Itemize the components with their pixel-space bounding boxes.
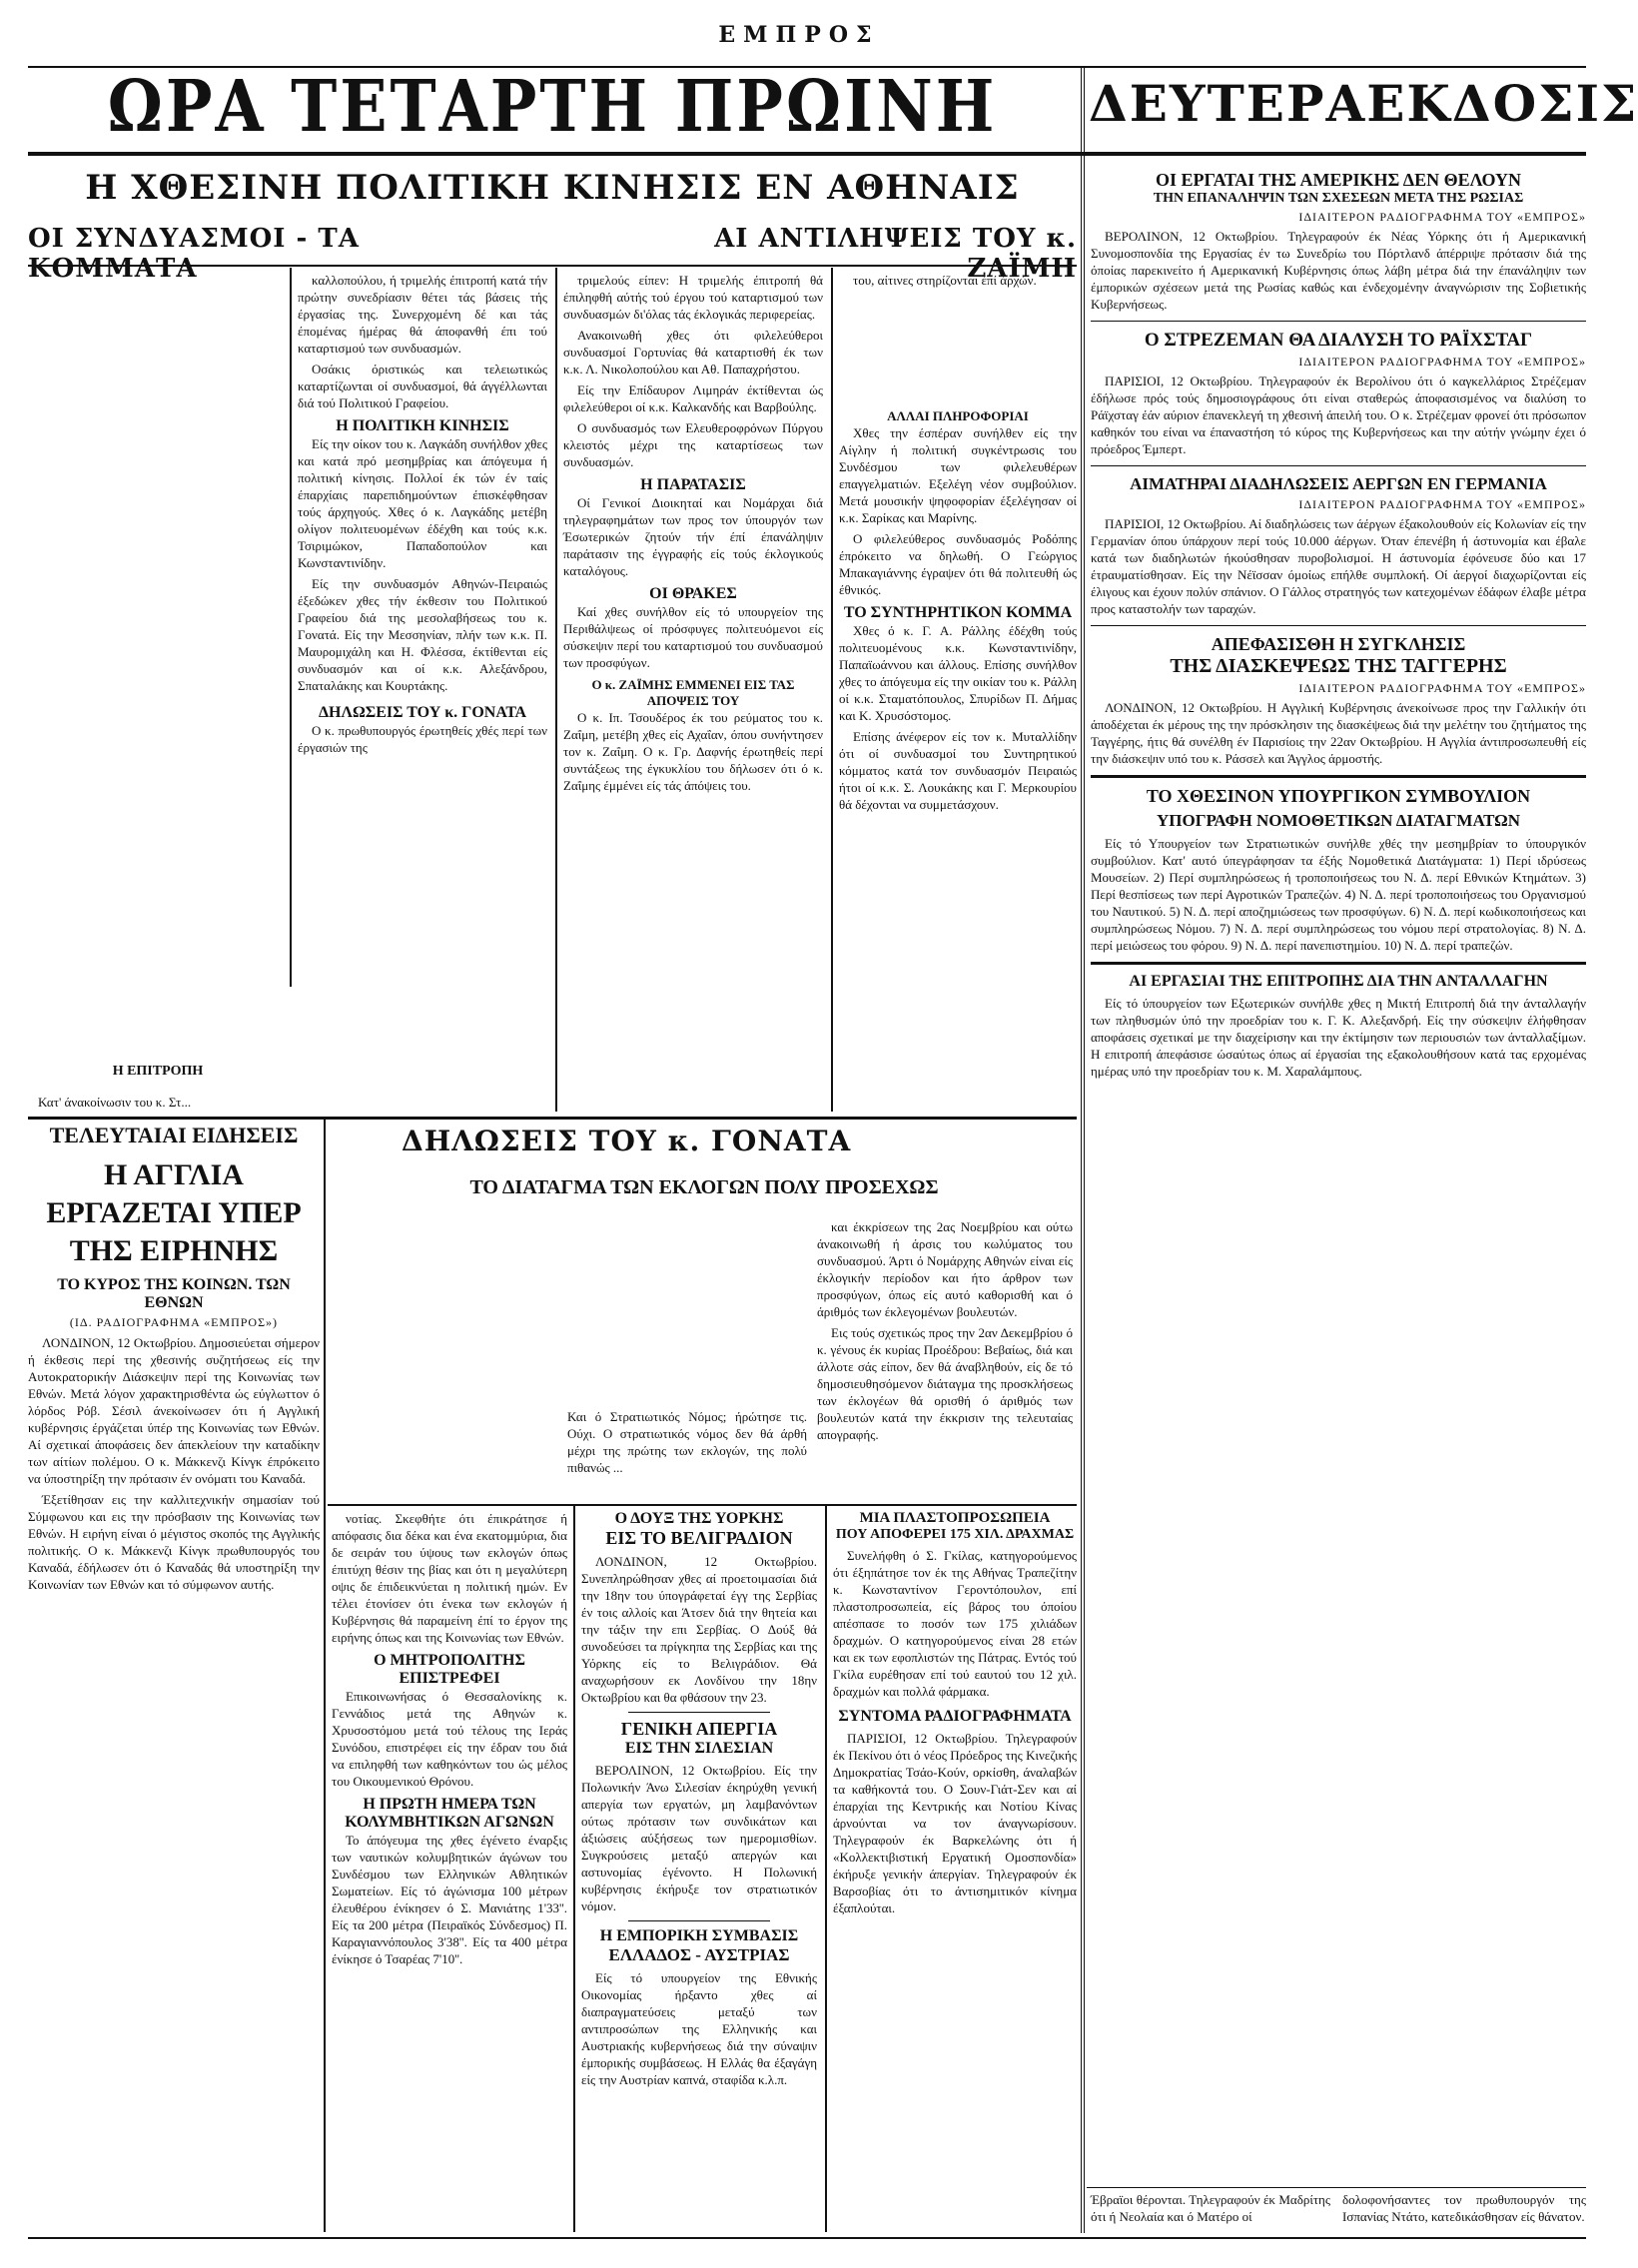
agones-head: Η ΠΡΩΤΗ ΗΜΕΡΑ ΤΩΝ ΚΟΛΥΜΒΗΤΙΚΩΝ ΑΓΩΝΩΝ	[345, 1796, 554, 1831]
lower-col-2	[581, 1510, 817, 2229]
left-masthead-block	[28, 64, 1077, 150]
col2-para-a: καλλοπούλου, ή τριμελής έπιτροπή κατά τήν πρώτην συνεδρίασιν θέτει τάς βάσεις τής έργασίας της. Συνερχομένη δέ και τάς έπομένας ήμέρας θά άποφανθή έπι τού καταρτισμού των συνδυασμών.	[298, 273, 547, 356]
art2-rule	[1091, 465, 1586, 466]
col-divider-1	[290, 268, 292, 987]
art1-sub: ΤΗΝ ΕΠΑΝΑΛΗΨΙΝ ΤΩΝ ΣΧΕΣΕΩΝ ΜΕΤΑ ΤΗΣ ΡΩΣΙΑΣ	[1153, 191, 1524, 206]
main-column-4	[839, 272, 1077, 1111]
art5-text: Είς τό Υπουργείον των Στρατιωτικών συνήλθε χθές την μεσημβρίαν το ύπουργικόν συμβούλιον. Κατ' αυτό ύπεγράφησαν τα έξής Νομοθετικά Διατάγματα: 1) Περί ιδρύσεως Μουσείων. 2) Περί συμπληρώσεως ή τροποποιήσεως του Ν. Δ. περί Εθνικών Κτημάτων. 3) Περί θεσπίσεως των περί Αγροτικών Τραπεζών. 4) Ν. Δ. περί τροποποιήσεως του Οργανισμού του Ναυτικού. 5) Ν. Δ. περί αποζημιώσεως των προσφύγων. 6) Ν. Δ. περί κωδικοποιήσεως και συμπληρώσεως Νόμου. 7) Ν. Δ. περί συμπληρώσεως του νόμου περί στρατολογίας. 8) Ν. Δ. περί μειώσεως του φόρου. 9) Ν. Δ. περί πανεπιστημίου. 10) Ν. Δ. περί τραπεζών.	[1091, 836, 1586, 953]
symbasis-text: Είς τό υπουργείον της Εθνικής Οικονομίας ήρξαντο χθες αί διαπραγματεύσεις μεταξύ των αντιπροσώπων της Ελληνικής και Αυστριακής κυβερνήσεως διά την σύναψιν έμπορικής συμβάσεως. Η Ελλάς θα έξαγάγη είς την Αυστρίαν καπνά, σταφίδα κ.λ.π.	[581, 1970, 817, 2087]
lower-col-1	[332, 1510, 567, 2229]
col4-para-a: του, αίτινες στηρίζονται έπί άρχών.	[853, 273, 1037, 288]
art3-text-wrap	[1091, 515, 1586, 617]
art3-rule	[1091, 625, 1586, 626]
gonata-head: ΔΗΛΩΣΕΙΣ ΤΟΥ κ. ΓΟΝΑΤΑ	[402, 1125, 852, 1157]
piesi-text: Χθες την έσπέραν συνήλθεν είς την Αίγλην ή πολιτική συγκέντρωσις του Συνδέσμου των φιλελευθέρων επαγγελματιών. Εξελέγη νέον συμβούλιον. Μετά μουσικήν ψηφοφορίαν έξελέγησαν οί κ.κ. Σαρίκας και Μαρίνης.	[839, 425, 1077, 525]
art6-head: ΑΙ ΕΡΓΑΣΙΑΙ ΤΗΣ ΕΠΙΤΡΟΠΗΣ ΔΙΑ ΤΗΝ ΑΝΤΑΛΛΑΓΗΝ	[1129, 973, 1548, 990]
art1-rule	[1091, 321, 1586, 322]
plasto-head2: ΠΟΥ ΑΠΟΦΕΡΕΙ 175 ΧΙΛ. ΔΡΑΧΜΑΣ	[835, 1527, 1075, 1542]
art4-text: ΛΟΝΔΙΝΟΝ, 12 Οκτωβρίου. Η Αγγλική Κυβέρνησις άνεκοίνωσε προς την Γαλλικήν ότι άποδέχεται έκ μέρους της την πρόσκλησιν της διασκέψεως διά την μελέτην του ζητήματος της Ταγγέρης, ήτις θά συνέλθη έν Παρισίοις την 22αν Οκτωβρίου. Η Αγγλία άντιπροσωπευθή είς την διάσκεψιν υπό του κ. Ράσσελ και Άγγλος άρμοστής.	[1091, 700, 1586, 766]
mid-rule	[28, 1117, 1077, 1120]
lower-left-text: ΛΟΝΔΙΝΟΝ, 12 Οκτωβρίου. Δημοσιεύεται σήμερον ή έκθεσις περί της χθεσινής συζητήσεως είς την Αυτοκρατορικήν Διάσκεψιν περί της Κοινωνίας των Εθνών. Μετά λόγον χαρακτηρισθέντα ώς εύγλωττον ό λόρδος Ρόβ. Σέσιλ άνεκοίνωσεν ότι ή Αγγλική κυβέρνησις έργάζεται ύπέρ της Κοινωνίας των Εθνών. Αί σχετικαί άποφάσεις δεν άπεκλείουν την καταδίκην των αίτίων πολέμου. Ο κ. Μάκκενζι Κίνγκ έπρόκειτο να ύποστηρίξη την πρότασιν έν ονόματι του Καναδά.	[28, 1335, 320, 1486]
york-head1: Ο ΔΟΥΞ ΤΗΣ ΥΟΡΚΗΣ	[614, 1510, 784, 1527]
zaimi-text: Ο κ. Ιπ. Τσουδέρος έκ του ρεύματος του κ. Ζαΐμη, μετέβη χθες είς Αχαΐαν, όπου συνήντησεν τον κ. Ζαΐμη. Ο κ. Γρ. Δαφνής έρωτηθείς περί συντάξεως της έγκυκλίου του δήλωσεν ότι ό κ. Ζαΐμης έμμένει είς τάς άπόψεις του.	[563, 710, 823, 793]
running-head: ΕΜΠΡΟΣ	[718, 22, 880, 48]
art6-text: Είς τό ύπουργείον των Εξωτερικών συνήλθε χθες η Μικτή Επιτροπή διά την άνταλλαγήν των πληθυσμών ύπό την προεδρίαν του κ. Γ. Κ. Αλεξανδρή. Είς την σύσκεψιν έλήφθησαν αποφάσεις σχετικαί με την διαχείρισην και την έκτίμησιν των περιουσιών των άνταλλαξίμων. Η επιτροπή άπεφάσισε ώσαύτως όπως αί έργασίαι της εξακολουθήσουν κατά τας ερχομένας ημέρας υπό την προεδρίαν του κ. Μ. Χαραλάμπους.	[1091, 996, 1586, 1079]
symbasis-head: Η ΕΜΠΟΡΙΚΗ ΣΥΜΒΑΣΙΣ	[599, 1927, 799, 1944]
main-column-2	[298, 272, 547, 1111]
gonata-right-text	[817, 1218, 1073, 1468]
right-column-divider	[1081, 66, 1085, 2233]
newspaper-page	[28, 60, 1638, 2247]
art2-src: ΙΔΙΑΙΤΕΡΟΝ ΡΑΔΙΟΓΡΑΦΗΜΑ ΤΟΥ «ΕΜΠΡΟΣ»	[1298, 355, 1586, 369]
apergia-head: ΓΕΝΙΚΗ ΑΠΕΡΓΙΑ	[620, 1719, 778, 1739]
art1-text-wrap	[1091, 228, 1586, 313]
col2-dilo-head: ΔΗΛΩΣΕΙΣ ΤΟΥ κ. ΓΟΝΑΤΑ	[319, 704, 526, 721]
syntoma-head: ΣΥΝΤΟΜΑ ΡΑΔΙΟΓΡΑΦΗΜΑΤΑ	[838, 1708, 1072, 1725]
left-masthead: ΩΡΑ ΤΕΤΑΡΤΗ ΠΡΩΙΝΗ	[107, 64, 998, 149]
art2-head: Ο ΣΤΡΕΖΕΜΑΝ ΘΑ ΔΙΑΛΥΣΗ ΤΟ ΡΑΪΧΣΤΑΓ	[1144, 330, 1533, 351]
lower-divider-3	[825, 1506, 827, 2232]
plasto-text: Συνελήφθη ό Σ. Γκίλας, κατηγορούμενος ότι έξηπάτησε τον έκ της Αθήνας Τραπεζίτην κ. Κωνσταντίνον Γεροντόπουλον, επί πλαστοπροσωπεία, είς βάρος του όποίου απέσπασε το ποσόν των 175 χιλιάδων δραχμών. Ο κατηγορούμενος είναι 28 ετών και εκ των εφοπλιστών της Πάτρας. Εντός τού Γκίλα ευρέθησαν επί τού εαυτού του 12 χιλ. δραχμών και πολλά φάρμακα.	[833, 1548, 1077, 1699]
gonata-right-text-b: Εις τούς σχετικώς προς την 2αν Δεκεμβρίου ό κ. γένους έκ κυρίας Προέδρου: Βεβαίως, διά και άλλοτε σάς είπον, δεν θά άναβληθούν, είς δε τό δημοσιευθησόμενον διάταγμα της προσκλήσεως των έκλογέων θά ορισθή ό άριθμός των βουλευτών κατά την έκκρισιν της τελευταίας απογραφής.	[817, 1325, 1073, 1442]
bottom-text-b: δολοφονήσαντες τον πρωθυπουργόν της Ισπανίας Ντάτο, κατεδικάσθησαν είς θάνατον.	[1342, 2192, 1586, 2224]
komma-text2: Επίσης άνέφερον είς τον κ. Μυταλλίδην ότι οί συνδυασμοί του Συντηρητικού κόμματος κατά τον συνδυασμόν Πειραιώς ήτοι οί κ.κ. Σ. Λουκάκης και Γ. Μερκουρίου θά δέχονται να συμμετάσχουν.	[839, 729, 1077, 812]
last-news-tag: ΤΕΛΕΥΤΑΙΑΙ ΕΙΔΗΣΕΙΣ	[49, 1123, 299, 1147]
col3-para-c: Είς την Επίδαυρον Λιμηράν έκτίθενται ώς φιλελεύθεροι οί κ.κ. Καλκανδής και Βαρβούλης.	[563, 382, 823, 414]
col2-dilo-text: Ο κ. πρωθυπουργός έρωτηθείς χθές περί των έργασιών της	[298, 723, 547, 755]
lower-divider-1	[324, 1119, 326, 2232]
syntoma-text: ΠΑΡΙΣΙΟΙ, 12 Οκτωβρίου. Τηλεγραφούν έκ Πεκίνου ότι ό νέος Πρόεδρος της Κινεζικής Δημοκρατίας Τσάο-Κούν, ορκίσθη, άναλαβών τα καθήκοντά του. Ο Σουν-Γιάτ-Σεν και αί έπαρχίαι της Κεντρικής και Νοτίου Κίνας άρνούνται να τον άναγνωρίσουν. Τηλεγραφούν έκ Βαρκελώνης ότι ή «Κολλεκτιβιστική Εργατική Ομοσπονδία» έκήρυξε γενικήν άπεργίαν. Τηλεγραφούν έκ Βαρσοβίας ότι το άντισημιτικόν κίνημα έξαπλούται.	[833, 1731, 1077, 1915]
lower-left-sub: ΤΟ ΚΥΡΟΣ ΤΗΣ ΚΟΙΝΩΝ. ΤΩΝ ΕΘΝΩΝ	[57, 1276, 291, 1311]
right-masthead-block	[1089, 74, 1638, 154]
piesi-head: ΑΛΛΑΙ ΠΛΗΡΟΦΟΡΙΑΙ	[887, 408, 1029, 423]
right-column	[1091, 170, 1586, 2237]
york-rule	[628, 1712, 770, 1713]
main-headline-block	[28, 168, 1077, 212]
gonata-mid-text: Και ό Στρατιωτικός Νόμος; ήρώτησε τις. Ούχι. Ο στρατιωτικός νόμος δεν θά άρθή μέχρι της πρώτης των εκλογών, της πολύ πιθανώς ...	[567, 1409, 807, 1475]
thrakes-text: Καί χθες συνήλθον είς τό υπουργείον της Περιθάλψεως οί πρόσφυγες πολιτευόμενοι είς σύσκεψιν περί του καταρτισμού του συνδυασμού των προσφύγων.	[563, 604, 823, 670]
komma-head: ΤΟ ΣΥΝΤΗΡΗΤΙΚΟΝ ΚΟΜΜΑ	[843, 604, 1073, 621]
paratasis-text: Οί Γενικοί Διοικηταί και Νομάρχαι διά τηλεγραφημάτων των προς τον ύπουργόν των Έσωτερικών ζητούν τήν έπί έπανάληψιν παράτασιν της έγγραφής είς τούς έκλογικούς καταλόγους.	[563, 495, 823, 578]
art4-src: ΙΔΙΑΙΤΕΡΟΝ ΡΑΔΙΟΓΡΑΦΗΜΑ ΤΟΥ «ΕΜΠΡΟΣ»	[1298, 681, 1586, 695]
masthead-rule	[28, 152, 1586, 156]
symbasis-sub: ΕΛΛΑΔΟΣ - ΑΥΣΤΡΙΑΣ	[608, 1945, 790, 1964]
epitropi-text: Κατ' άνακοίνωσιν του κ. Στ...	[38, 1095, 192, 1110]
art5-head: ΤΟ ΧΘΕΣΙΝΟΝ ΥΠΟΥΡΓΙΚΟΝ ΣΥΜΒΟΥΛΙΟΝ	[1146, 786, 1531, 806]
politiki-text2: Είς την συνδυασμόν Αθηνών-Πειραιώς έξεδώκεν χθες τήν έκθεσιν του Πολιτικού Γραφείου διά της μεσολαβήσεως του κ. Γονατά. Είς την Μεσσηνίαν, πλήν των κ.κ. Π. Μαυρομιχάλη και Η. Φλέσσα, έκτίθενται είς συνδυασμόν και οί κ.κ. Αλεξάνδρου, Σπαταλάκης και Κουρτάκης.	[298, 576, 547, 693]
apergia-text: ΒΕΡΟΛΙΝΟΝ, 12 Οκτωβρίου. Είς την Πολωνικήν Άνω Σιλεσίαν έκηρύχθη γενική απεργία των εργατών, μη λαμβανόντων ούτως πρότασιν των συνδικάτων και άξιώσεις αύξήσεως των ημερομισθίων. Συγκρούσεις μεταξύ απεργών και αστυνομίας έγένοντο. Η Πολωνική κυβέρνησις έκήρυξε τον στρατιωτικόν νόμον.	[581, 1763, 817, 1913]
apergia-sub: ΕΙΣ ΤΗΝ ΣΙΛΕΣΙΑΝ	[624, 1740, 774, 1757]
art5-rule	[1091, 962, 1586, 965]
main-headline: Η ΧΘΕΣΙΝΗ ΠΟΛΙΤΙΚΗ ΚΙΝΗΣΙΣ ΕΝ ΑΘΗΝΑΙΣ	[85, 168, 1020, 208]
art4-sub: ΤΗΣ ΔΙΑΣΚΕΨΕΩΣ ΤΗΣ ΤΑΓΓΕΡΗΣ	[1170, 655, 1507, 677]
york-text: ΛΟΝΔΙΝΟΝ, 12 Οκτωβρίου. Συνεπληρώθησαν χθες αί προετοιμασίαι διά την 18ην του ύπογράφεταί έγγ της Σερβίας έν τοις αλλοίς και Άτσεν διά την θητεία και την τάξιν την επι Σερβίας. Ο Δούξ θά συνοδεύσει τα πρίγκηπα της Σερβίας και της Υόρκης είς το Βελιγράδιον. Θά αναχωρήσουν εκ Λονδίνου την 18ην Οκτωβρίου και θα φθάσουν την 23.	[581, 1554, 817, 1705]
gonata-right-text-a: και έκκρίσεων της 2ας Νοεμβρίου και ούτω άνακοινωθή ή άρσις του κωλύματος του συνδυασμού. Άρτι ό Νομάρχης Αθηνών είναι είς έκλογικήν περίοδον και ήτο άρθρον των προσφύγων, όπως είς αυτό καθορισθή και ό άριθμός των έκλεγομένων βουλευτών.	[817, 1219, 1073, 1319]
art1-head: ΟΙ ΕΡΓΑΤΑΙ ΤΗΣ ΑΜΕΡΙΚΗΣ ΔΕΝ ΘΕΛΟΥΝ	[1155, 170, 1521, 190]
gonata-head-block	[332, 1125, 1077, 1164]
mitro-text: Επικοινωνήσας ό Θεσσαλονίκης κ. Γεννάδιος μετά της Αθηνών κ. Χρυσοστόμου μετά τού τέλους της Ιεράς Συνόδου, επιστρέφει είς την έδραν του διά να επιληφθή των καθηκόντων του ώς μέλος του Οικουμενικού Θρόνου.	[332, 1689, 567, 1789]
thrakes-head: ΟΙ ΘΡΑΚΕΣ	[649, 585, 737, 602]
main-sub-left: ΟΙ ΣΥΝΔΥΑΣΜΟΙ - ΤΑ ΚΟΜΜΑΤΑ	[28, 224, 360, 284]
art5-sub: ΥΠΟΓΡΑΦΗ ΝΟΜΟΘΕΤΙΚΩΝ ΔΙΑΤΑΓΜΑΤΩΝ	[1156, 811, 1520, 830]
art4-head: ΑΠΕΦΑΣΙΣΘΗ Η ΣΥΓΚΛΗΣΙΣ	[1211, 634, 1466, 654]
art1-src: ΙΔΙΑΙΤΕΡΟΝ ΡΑΔΙΟΓΡΑΦΗΜΑ ΤΟΥ «ΕΜΠΡΟΣ»	[1298, 210, 1586, 224]
col3-para-b: Ανακοινωθή χθες ότι φιλελεύθεροι συνδυασμοί Γορτυνίας θά καταρτισθή έκ των κ.κ. Λ. Νικολοπούλου και Αθ. Παπαχρήστου.	[563, 328, 823, 377]
lower-left-src: (ΙΔ. ΡΑΔΙΟΓΡΑΦΗΜΑ «ΕΜΠΡΟΣ»)	[69, 1315, 279, 1329]
main-sub-left-block	[28, 224, 447, 284]
gonata-sub-block	[332, 1176, 1077, 1210]
lower-col-3	[833, 1510, 1077, 2229]
york-head2: ΕΙΣ ΤΟ ΒΕΛΙΓΡΑΔΙΟΝ	[605, 1528, 793, 1548]
art3-text: ΠΑΡΙΣΙΟΙ, 12 Οκτωβρίου. Αί διαδηλώσεις των άέργων έξακολουθούν είς Κολωνίαν είς την Γερμανίαν όπου ύπάρχουν περί τούς 10.000 άέργων. Όταν έπενέβη ή άστυνομία και έβαλε κατά των διαδηλωτών ήκούσθησαν πυροβολισμοί. Η άστυνομία έφόνευσε δύο και 17 έτραυματίσθησαν. Είς την Νέϊσσαν όμοίως επήλθε συμπλοκή. Οί άεργοί διαχωρίζονται είς έλιγους και έχουν πολύν σπάνιον. Ο Γάλλος στρατηγός των κατεχομένων έδάφων έλαβε μέτρα προς καταστολήν των ταραχών.	[1091, 516, 1586, 616]
col3-para-a: τριμελούς είπεν: Η τριμελής έπιτροπή θά έπιληφθή αύτής τού έργου τού καταρτισμού των συνδυασμών δι'όλας τάς έκλογικάς περιφερείας.	[563, 273, 823, 322]
mitro-head: Ο ΜΗΤΡΟΠΟΛΙΤΗΣ ΕΠΙΣΤΡΕΦΕΙ	[374, 1652, 525, 1687]
col-divider-2	[555, 268, 557, 1112]
art3-src: ΙΔΙΑΙΤΕΡΟΝ ΡΑΔΙΟΓΡΑΦΗΜΑ ΤΟΥ «ΕΜΠΡΟΣ»	[1298, 497, 1586, 511]
bottom-text-a: Έβραϊοι θέρονται. Τηλεγραφούν έκ Μαδρίτης ότι ή Νεολαία και ό Ματέρο οί	[1091, 2192, 1330, 2224]
bottom-rule	[1087, 2187, 1586, 2188]
art4-text-wrap	[1091, 699, 1586, 767]
lower-left-text2: Έξετίθησαν εις την καλλιτεχνικήν σημασίαν τού Σύμφωνου και εις την πρόσβασιν της Κοινωνίας των Εθνών. Η ειρήνη είναι ό μέγιστος σκοπός της Αγγλικής πολιτικής. Ο κ. Μάκκενζι Κίνγκ πρωθυπουργός του Καναδά, έδήλωσεν ότι ό Καναδάς θά υποστηρίξη την Κοινωνίαν των Εθνών και τό σύμφωνον αυτής.	[28, 1492, 320, 1592]
lower-left-head: Η ΑΓΓΛΙΑ ΕΡΓΑΖΕΤΑΙ ΥΠΕΡ ΤΗΣ ΕΙΡΗΝΗΣ	[46, 1158, 302, 1267]
politiki-text: Είς την οίκον του κ. Λαγκάδη συνήλθον χθες και κατά πρό μεσημβρίας και άπόγευμα ή πολιτική κίνησις. Πολλοί έκ τών έν ταίς έπαρχίαις παρεπιδημούντων έπισκέφθησαν τούς άρχηγούς. Χθες ό κ. Λαγκάδης μετέβη ολίγον πολιτευομένων έδέχθη και τούς κ.κ. Τσιριμώκον, Παπαδοπούλον και Κωνσταντινίδην.	[298, 436, 547, 570]
gonata-sub: ΤΟ ΔΙΑΤΑΓΜΑ ΤΩΝ ΕΚΛΟΓΩΝ ΠΟΛΥ ΠΡΟΣΕΧΩΣ	[469, 1176, 939, 1198]
lower-col1-text: νοτίας. Σκεφθήτε ότι έπικράτησε ή απόφασις δια δέκα και ένα εκατομμύρια, δια δε σειράν του ύψους των εκλογών όπως έπιτύχη θέσιν της βίας και ότι η μεγαλύτερη οψις δε έπιδεικνύεται η πολιτική ημών. Εν τέλει έτονίσεν ότι ένεκα των εκλογών ή Κυβέρνησις θά παραμείνη έπί το έργον της ειρήνης όπως και της Κοινωνίας των Εθνών.	[332, 1511, 567, 1645]
art6-text-wrap	[1091, 995, 1586, 1080]
art2-text-wrap	[1091, 373, 1586, 457]
agones-text: Το άπόγευμα της χθες έγένετο έναρξις των ναυτικών κολυμβητικών άγώνων του Συνδέσμου των Ελληνικών Αθλητικών Σωματείων. Είς τό άγώνισμα 100 μέτρων έλευθέρου ένίκησεν ό Σ. Μανιάτης 1'33''. Είς τα 200 μέτρα (Πειραϊκός Σύνδεσμος) Π. Καραγιαννόπουλος 3'38''. Είς τα 400 μέτρα ένίκησε ό Τσαρέας 7'10''.	[332, 1833, 567, 1966]
col2-para-b: Οσάκις όριστικώς και τελειωτικώς καταρτίζωνται οί συνδυασμοί, θά άγγέλλωνται διά τού Πολιτικού Γραφείου.	[298, 362, 547, 410]
art4-rule	[1091, 775, 1586, 778]
lower-mid-rule	[328, 1504, 1077, 1506]
main-sub-right: ΑΙ ΑΝΤΙΛΗΨΕΙΣ ΤΟΥ κ. ΖΑΪΜΗ	[714, 224, 1077, 284]
right-masthead: ΔΕΥΤΕΡΑΕΚΔΟΣΙΣ	[1089, 74, 1638, 133]
lower-left-text-wrap	[28, 1334, 320, 1593]
art2-text: ΠΑΡΙΣΙΟΙ, 12 Οκτωβρίου. Τηλεγραφούν έκ Βερολίνου ότι ό καγκελλάριος Στρέζεμαν έδήλωσε πρός τούς δημοσιογράφους ότι είναι σταθερώς άποφασισμένος να διαλύση το Ράϊχσταγ έάν αύριον έπανεκλεγή τη χθεσινή άπειλή του. Ο κ. Στρέζεμαν φρονεί ότι πρόσωπον καθηκόν του είναι να έπαναστήση τό κύρος της Κυβερνήσεως και την αύτήν γνώμην έχει ό πρόεδρος Έμπερτ.	[1091, 374, 1586, 456]
zaimi-head: Ο κ. ΖΑΪΜΗΣ ΕΜΜΕΝΕΙ ΕΙΣ ΤΑΣ ΑΠΟΨΕΙΣ ΤΟΥ	[591, 677, 795, 708]
lower-divider-2	[573, 1506, 575, 2232]
plasto-head1: ΜΙΑ ΠΛΑΣΤΟΠΡΟΣΩΠΕΙΑ	[859, 1510, 1051, 1526]
epitropi-caption: Η ΕΠΙΤΡΟΠΗ	[112, 1064, 204, 1079]
apergia-rule	[628, 1920, 770, 1921]
art1-text: ΒΕΡΟΛΙΝΟΝ, 12 Οκτωβρίου. Τηλεγραφούν έκ Νέας Υόρκης ότι ή Αμερικανική Συνομοσπονδία της Εργασίας έν τω Συνεδρίω του Πόρτλανδ άπέρριψε πρότασιν διά της όποίας παρεκινείτο ή Αμερικανική Κυβέρνησις όπως λάβη μέτρα διά την έπανάληψιν των έμπορικών σχέσεων μετά της Ρωσίας καθώς και ένδεχομένην άναγνώρισιν της Σοβιετικής Κυβερνήσεως.	[1091, 229, 1586, 312]
politiki-head: Η ΠΟΛΙΤΙΚΗ ΚΙΝΗΣΙΣ	[336, 417, 509, 434]
art5-text-wrap	[1091, 835, 1586, 954]
sub-rule	[28, 265, 1077, 267]
art3-head: ΑΙΜΑΤΗΡΑΙ ΔΙΑΔΗΛΩΣΕΙΣ ΑΕΡΓΩΝ ΕΝ ΓΕΡΜΑΝΙΑ	[1130, 474, 1547, 493]
main-column-3	[563, 272, 823, 1111]
page-bottom-rule	[28, 2237, 1586, 2239]
col3-para-d: Ο συνδυασμός των Ελευθεροφρόνων Πύργου κλειστός μέχρι της καταρτίσεως των συνδυασμών.	[563, 420, 823, 469]
col-divider-3	[831, 268, 833, 1112]
komma-text: Χθες ό κ. Γ. Α. Ράλλης έδέχθη τούς πολιτευομένους κ.κ. Κωνσταντινίδην, Παπαϊωάννου και άλλους. Επίσης συνήλθον χθες το άπόγευμα είς την οικίαν του κ. Ράλλη οί κ.κ. Σταματόπουλος, Σπυρίδων Π. Δήμας και Κ. Χρυσόστομος.	[839, 623, 1077, 723]
piesi-text2: Ο φιλελεύθερος συνδυασμός Ροδόπης έπρόκειτο να δηλωθή. Ο Γεώργιος Μπακαγιάννης έγραψεν ότι θά πολιτευθή ώς έθνικός.	[839, 531, 1077, 597]
paratasis-head: Η ΠΑΡΑΤΑΣΙΣ	[640, 476, 746, 493]
lower-left-block	[28, 1123, 320, 2231]
